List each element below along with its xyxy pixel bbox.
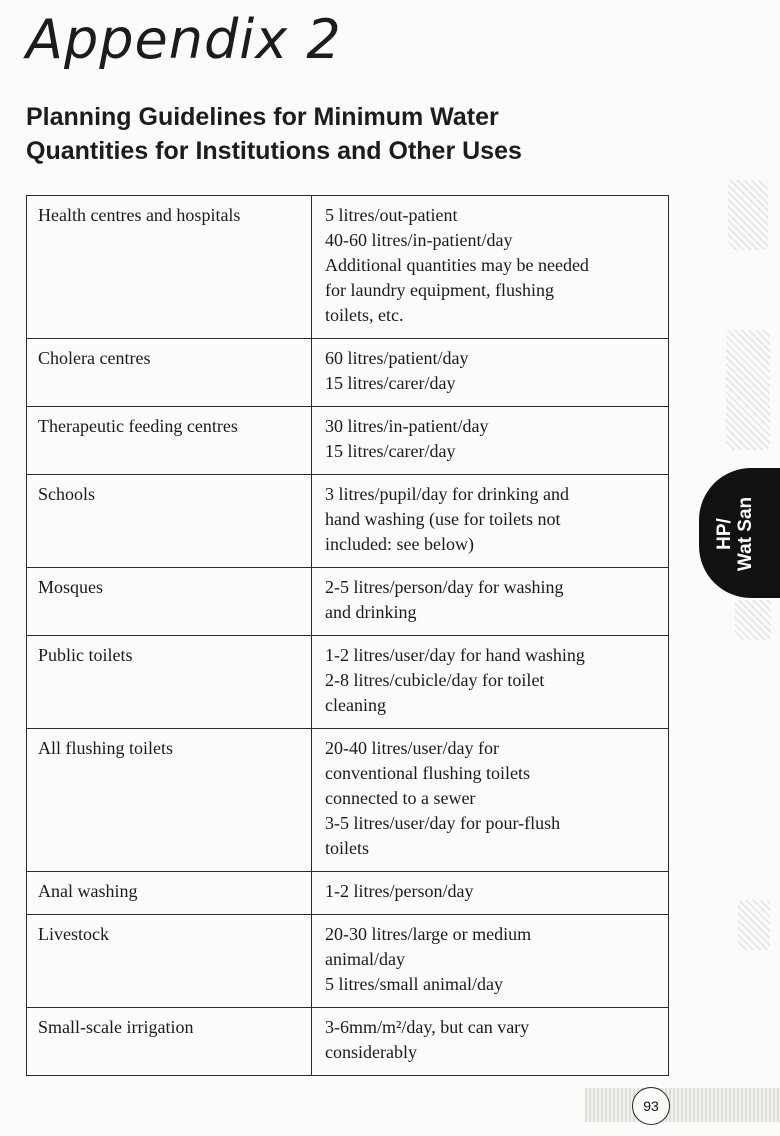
quantity-cell [312, 339, 669, 407]
quantity-line: Additional quantities may be needed [325, 255, 589, 275]
quantity-cell [312, 475, 669, 568]
scan-speckle [738, 900, 770, 950]
page-number: 93 [632, 1087, 670, 1125]
quantity-line: cleaning [325, 695, 386, 715]
table-row [27, 872, 669, 915]
quantity-cell [312, 196, 669, 339]
quantity-line: 15 litres/carer/day [325, 441, 456, 461]
appendix-title: Appendix 2 [26, 8, 342, 71]
quantity-cell [312, 1008, 669, 1076]
quantity-line: 40-60 litres/in-patient/day [325, 230, 513, 250]
quantity-line: 3-5 litres/user/day for pour-flush [325, 813, 561, 833]
quantity-line: 3-6mm/m²/day, but can vary [325, 1017, 530, 1037]
quantity-line: for laundry equipment, flushing [325, 280, 554, 300]
side-tab-line: HP/ [714, 517, 735, 550]
quantity-line: 1-2 litres/user/day for hand washing [325, 645, 585, 665]
quantity-line: connected to a sewer [325, 788, 476, 808]
table-row [27, 407, 669, 475]
use-cell: Anal washing [27, 872, 312, 915]
table-row [27, 475, 669, 568]
quantity-line: 20-30 litres/large or medium [325, 924, 532, 944]
use-cell: Health centres and hospitals [27, 196, 312, 339]
quantity-line: toilets, etc. [325, 305, 404, 325]
use-cell: Cholera centres [27, 339, 312, 407]
quantity-cell [312, 915, 669, 1008]
quantity-line: considerably [325, 1042, 417, 1062]
quantity-cell [312, 729, 669, 872]
quantity-line: 1-2 litres/person/day [325, 881, 474, 901]
quantity-line: and drinking [325, 602, 417, 622]
use-cell: Therapeutic feeding centres [27, 407, 312, 475]
table-row [27, 636, 669, 729]
table-row [27, 729, 669, 872]
quantity-line: included: see below) [325, 534, 474, 554]
use-cell: Schools [27, 475, 312, 568]
scan-speckle [735, 600, 771, 640]
quantity-cell [312, 872, 669, 915]
quantity-line: animal/day [325, 949, 405, 969]
table-row [27, 196, 669, 339]
water-quantities-table [26, 195, 669, 1076]
use-cell: Mosques [27, 568, 312, 636]
side-tab-line: Wat San [735, 496, 756, 571]
quantity-line: 2-8 litres/cubicle/day for toilet [325, 670, 545, 690]
table-row [27, 339, 669, 407]
quantity-cell [312, 636, 669, 729]
quantity-line: 30 litres/in-patient/day [325, 416, 489, 436]
side-tab-label [700, 476, 770, 591]
table-row [27, 568, 669, 636]
subtitle-line: Quantities for Institutions and Other Uses [26, 137, 522, 165]
quantity-line: 5 litres/out-patient [325, 205, 458, 225]
use-cell: All flushing toilets [27, 729, 312, 872]
quantity-line: hand washing (use for toilets not [325, 509, 561, 529]
scan-speckle [728, 180, 768, 250]
use-cell: Public toilets [27, 636, 312, 729]
use-cell: Small-scale irrigation [27, 1008, 312, 1076]
scan-speckle [726, 330, 770, 450]
table-row [27, 915, 669, 1008]
quantity-line: 15 litres/carer/day [325, 373, 456, 393]
page-subtitle [26, 100, 522, 168]
quantity-cell [312, 407, 669, 475]
quantity-line: 3 litres/pupil/day for drinking and [325, 484, 569, 504]
quantity-cell [312, 568, 669, 636]
quantity-line: 2-5 litres/person/day for washing [325, 577, 564, 597]
footer-band [585, 1088, 780, 1122]
quantity-line: conventional flushing toilets [325, 763, 530, 783]
quantity-line: 60 litres/patient/day [325, 348, 469, 368]
quantity-line: toilets [325, 838, 369, 858]
subtitle-line: Planning Guidelines for Minimum Water [26, 103, 499, 131]
table-row [27, 1008, 669, 1076]
quantity-line: 5 litres/small animal/day [325, 974, 503, 994]
use-cell: Livestock [27, 915, 312, 1008]
quantity-line: 20-40 litres/user/day for [325, 738, 499, 758]
